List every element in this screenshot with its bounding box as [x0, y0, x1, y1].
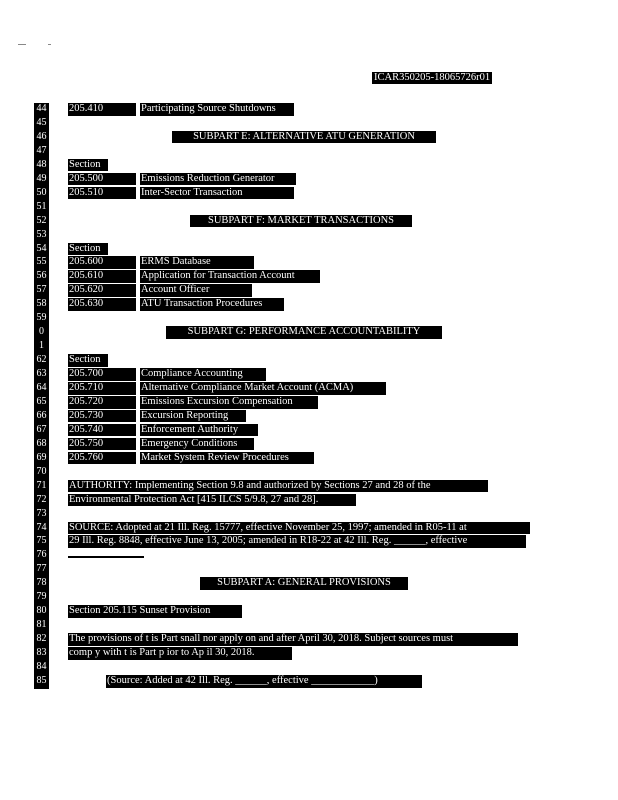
document-line — [0, 647, 618, 660]
document-line — [0, 270, 618, 283]
line-number: 64 — [36, 382, 47, 393]
line-number: 68 — [36, 437, 47, 449]
section-number: 205.620 — [68, 284, 136, 297]
document-line — [0, 424, 618, 437]
line-number: 46 — [36, 130, 47, 142]
section-column-heading: Section — [68, 354, 108, 367]
line-number: 51 — [36, 200, 47, 212]
scan-speck — [18, 44, 26, 45]
line-number: 80 — [36, 605, 47, 617]
line-number: 54 — [36, 242, 47, 254]
section-number: 205.730 — [68, 410, 136, 423]
line-number: 70 — [36, 465, 47, 477]
paragraph-line: SOURCE: Adopted at 21 Ill. Reg. 15777, effective November 25, 1997; amended in R05-11 at — [68, 522, 530, 535]
line-number: 49 — [36, 172, 47, 184]
line-number: 75 — [36, 535, 47, 547]
section-title: Alternative Compliance Market Account (ACMA) — [140, 382, 386, 395]
section-title: Account Officer — [140, 284, 252, 297]
line-number: 84 — [36, 661, 47, 672]
paragraph-line: 29 Ill. Reg. 8848, effective June 13, 2005; amended in R18-22 at 42 Ill. Reg. ______, effective — [68, 535, 526, 548]
line-number: 55 — [36, 256, 47, 268]
document-line — [0, 243, 618, 256]
document-line — [0, 494, 618, 507]
source-note: (Source: Added at 42 Ill. Reg. ______, effective ____________) — [106, 675, 422, 688]
document-line — [0, 103, 618, 116]
section-number: 205.740 — [68, 424, 136, 437]
line-number: 85 — [36, 674, 47, 686]
section-title: Market System Review Procedures — [140, 452, 314, 465]
line-number: 71 — [36, 479, 47, 491]
document-line — [0, 215, 618, 228]
document-line — [0, 661, 618, 674]
section-title: Participating Source Shutdowns — [140, 103, 294, 116]
document-line — [0, 117, 618, 130]
section-title: Emergency Conditions — [140, 438, 254, 451]
document-line — [0, 675, 618, 688]
line-number: 63 — [36, 368, 47, 380]
paragraph-line: The provisions of t is Part snall nor apply on and after April 30, 2018. Subject sources must — [68, 633, 518, 646]
section-title: Inter-Sector Transaction — [140, 187, 294, 200]
line-number: 48 — [36, 158, 47, 170]
line-number: 1 — [39, 340, 44, 352]
line-number: 67 — [36, 423, 47, 435]
document-line — [0, 480, 618, 493]
document-line — [0, 549, 618, 562]
line-number: 82 — [36, 633, 47, 645]
line-number: 74 — [36, 521, 47, 533]
section-number: 205.700 — [68, 368, 136, 381]
document-line — [0, 591, 618, 604]
section-number: 205.720 — [68, 396, 136, 409]
document-line — [0, 410, 618, 423]
line-number: 78 — [36, 577, 47, 589]
document-line — [0, 522, 618, 535]
subpart-heading: SUBPART A: GENERAL PROVISIONS — [200, 577, 408, 590]
line-number: 44 — [36, 103, 47, 114]
line-number: 62 — [36, 354, 47, 366]
document-line — [0, 312, 618, 325]
section-number: 205.500 — [68, 173, 136, 186]
document-line — [0, 173, 618, 186]
document-line — [0, 187, 618, 200]
subpart-heading: SUBPART F: MARKET TRANSACTIONS — [190, 215, 412, 228]
line-number: 81 — [36, 619, 47, 631]
document-line — [0, 508, 618, 521]
document-line — [0, 229, 618, 242]
section-title: Excursion Reporting — [140, 410, 246, 423]
section-number: 205.750 — [68, 438, 136, 451]
document-line — [0, 619, 618, 632]
document-id: ICAR350205-18065726r01 — [374, 72, 491, 83]
document-line — [0, 577, 618, 590]
line-number: 52 — [36, 214, 47, 226]
line-number: 77 — [36, 563, 47, 575]
document-line — [0, 605, 618, 618]
scan-speck — [48, 44, 51, 45]
section-column-heading: Section — [68, 159, 108, 172]
document-line — [0, 256, 618, 269]
section-number: 205.630 — [68, 298, 136, 311]
paragraph-line: Section 205.115 Sunset Provision — [68, 605, 242, 618]
line-number: 47 — [36, 144, 47, 156]
section-title: Compliance Accounting — [140, 368, 266, 381]
line-number: 0 — [39, 326, 44, 338]
document-line — [0, 368, 618, 381]
line-number: 50 — [36, 186, 47, 198]
document-line — [0, 633, 618, 646]
line-number: 73 — [36, 507, 47, 519]
document-line — [0, 145, 618, 158]
document-line — [0, 438, 618, 451]
section-column-heading: Section — [68, 243, 108, 256]
line-number: 69 — [36, 451, 47, 463]
document-line — [0, 396, 618, 409]
document-line — [0, 382, 618, 395]
document-line — [0, 201, 618, 214]
section-number: 205.610 — [68, 270, 136, 283]
section-title: Emissions Reduction Generator — [140, 173, 296, 186]
section-number: 205.760 — [68, 452, 136, 465]
document-line — [0, 298, 618, 311]
document-line — [0, 340, 618, 353]
section-title: Enforcement Authority — [140, 424, 258, 437]
line-number: 72 — [36, 493, 47, 505]
document-line — [0, 563, 618, 576]
line-number: 83 — [36, 647, 47, 659]
document-line — [0, 159, 618, 172]
section-title: Emissions Excursion Compensation — [140, 396, 318, 409]
document-line — [0, 354, 618, 367]
line-number: 65 — [36, 395, 47, 407]
line-number: 45 — [36, 116, 47, 128]
section-number: 205.510 — [68, 187, 136, 200]
paragraph-line: Environmental Protection Act [415 ILCS 5/9.8, 27 and 28]. — [68, 494, 356, 507]
section-title: ERMS Database — [140, 256, 254, 269]
line-number: 58 — [36, 298, 47, 310]
paragraph-line: comp y with t is Part p ior to Ap il 30, 2018. — [68, 647, 292, 660]
line-number: 79 — [36, 591, 47, 603]
section-title: Application for Transaction Account — [140, 270, 320, 283]
line-number: 76 — [36, 549, 47, 561]
section-title: ATU Transaction Procedures — [140, 298, 284, 311]
subpart-heading: SUBPART G: PERFORMANCE ACCOUNTABILITY — [166, 326, 442, 339]
document-line — [0, 284, 618, 297]
line-number: 66 — [36, 409, 47, 421]
paragraph-line: AUTHORITY: Implementing Section 9.8 and authorized by Sections 27 and 28 of the — [68, 480, 488, 493]
subpart-heading: SUBPART E: ALTERNATIVE ATU GENERATION — [172, 131, 436, 144]
line-number: 57 — [36, 284, 47, 296]
document-line — [0, 452, 618, 465]
section-number: 205.600 — [68, 256, 136, 269]
document-line — [0, 535, 618, 548]
line-number: 53 — [36, 228, 47, 240]
line-number: 59 — [36, 312, 47, 324]
line-number: 56 — [36, 270, 47, 282]
section-number: 205.710 — [68, 382, 136, 395]
document-line — [0, 131, 618, 144]
document-line — [0, 466, 618, 479]
document-line — [0, 326, 618, 339]
section-number: 205.410 — [68, 103, 136, 116]
